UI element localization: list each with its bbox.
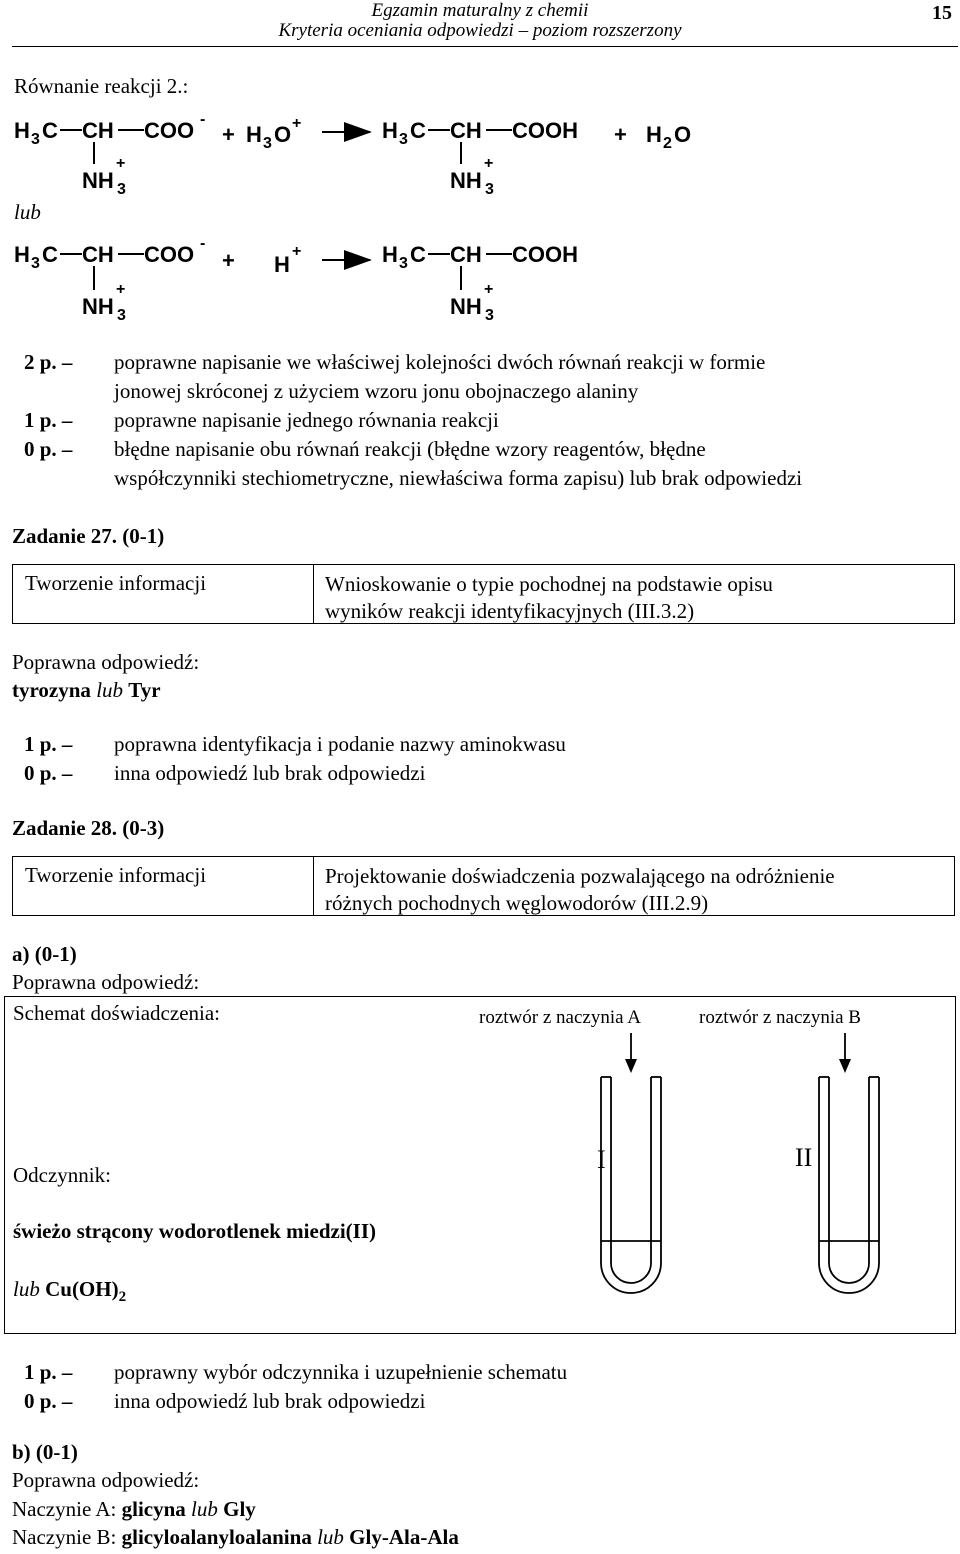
- header-line-2: Kryteria oceniania odpowiedzi – poziom rozszerzony: [278, 20, 682, 41]
- tube-label-1: I: [597, 1145, 606, 1174]
- svg-text:2: 2: [663, 135, 672, 152]
- svg-text:-: -: [200, 235, 206, 252]
- task27-box-left: Tworzenie informacji: [25, 571, 207, 595]
- experiment-schema-box: [4, 996, 956, 1334]
- svg-text:CH: CH: [82, 242, 114, 267]
- svg-text:COO: COO: [144, 242, 195, 267]
- svg-text:+: +: [484, 155, 494, 172]
- svg-text:+: +: [292, 115, 302, 132]
- task27-box: [12, 564, 955, 624]
- svg-text:COOH: COOH: [512, 242, 578, 267]
- svg-text:O: O: [274, 122, 292, 147]
- solution-a-label: roztwór z naczynia A: [479, 1007, 641, 1028]
- task28-box-left: Tworzenie informacji: [25, 863, 207, 887]
- svg-text:+: +: [292, 243, 302, 260]
- schema-label: Schemat doświadczenia:: [13, 1001, 221, 1025]
- task28b-line-1: Naczynie A: glicyna lub Gly: [12, 1497, 256, 1521]
- svg-text:COOH: COOH: [512, 118, 578, 143]
- task28-title: Zadanie 28. (0-3): [12, 816, 165, 840]
- svg-text:C: C: [410, 242, 426, 267]
- svg-text:C: C: [410, 118, 426, 143]
- scoring-row: 0 p. – błędne napisanie obu równań reakcji (błędne wzory reagentów, błędne: [24, 437, 706, 461]
- scoring-row: 0 p. – inna odpowiedź lub brak odpowiedzi: [24, 761, 426, 785]
- svg-text:H: H: [382, 242, 398, 267]
- header-line-1: Egzamin maturalny z chemii: [371, 0, 589, 21]
- svg-text:COO: COO: [144, 118, 195, 143]
- svg-text:3: 3: [263, 135, 272, 152]
- task28b-title: b) (0-1): [12, 1440, 78, 1464]
- svg-text:+: +: [614, 122, 627, 147]
- svg-text:3: 3: [485, 181, 494, 198]
- equation-1: [14, 111, 691, 198]
- reagent-name: świeżo strącony wodorotlenek miedzi(II): [13, 1219, 376, 1243]
- svg-text:CH: CH: [450, 118, 482, 143]
- test-tube-1: [601, 1077, 661, 1293]
- svg-text:+: +: [116, 155, 126, 172]
- svg-text:3: 3: [117, 307, 126, 324]
- task28-box-right: Projektowanie doświadczenia pozwalającego na odróżnienie różnych pochodnych węglowodorów (III.2.9): [325, 864, 835, 915]
- test-tube-2: [819, 1077, 879, 1293]
- task28b-line-2: Naczynie B: glicyloalanyloalanina lub Gly-Ala-Ala: [12, 1525, 459, 1549]
- svg-text:NH: NH: [82, 168, 114, 193]
- task27-scoring: [24, 730, 924, 788]
- solution-b-label: roztwór z naczynia B: [699, 1007, 861, 1028]
- lub-label: lub: [14, 200, 41, 224]
- task28-box: [12, 856, 955, 916]
- scoring-row: jonowej skróconej z użyciem wzoru jonu obojnaczego alaniny: [114, 379, 639, 403]
- header-title: [220, 0, 740, 42]
- scoring-row: współczynniki stechiometryczne, niewłaściwa forma zapisu) lub brak odpowiedzi: [114, 466, 803, 490]
- task28a-title: a) (0-1): [12, 942, 77, 966]
- svg-text:3: 3: [31, 255, 40, 272]
- task28a-answer-label: Poprawna odpowiedź:: [12, 970, 200, 994]
- scoring-row: 2 p. – poprawne napisanie we właściwej kolejności dwóch równań reakcji w formie: [24, 350, 766, 374]
- svg-text:H: H: [14, 242, 30, 267]
- svg-text:H: H: [14, 118, 30, 143]
- svg-text:C: C: [42, 242, 58, 267]
- svg-text:O: O: [674, 122, 692, 147]
- task27-box-right: Wnioskowanie o typie pochodnej na podstawie opisu wyników reakcji identyfikacyjnych (III.3.2): [325, 572, 773, 623]
- svg-text:+: +: [484, 281, 494, 298]
- scoring-row: 1 p. – poprawny wybór odczynnika i uzupełnienie schematu: [24, 1360, 568, 1384]
- svg-text:+: +: [222, 122, 235, 147]
- svg-text:H: H: [274, 252, 290, 277]
- svg-text:H: H: [382, 118, 398, 143]
- svg-text:3: 3: [399, 255, 408, 272]
- page-number: 15: [932, 2, 952, 24]
- svg-text:3: 3: [399, 131, 408, 148]
- reagent-formula: lub $Cu(OH)_2$: [13, 1277, 127, 1306]
- svg-text:NH: NH: [450, 168, 482, 193]
- task27-answer: tyrozyna lub Tyr: [12, 678, 161, 702]
- reaction-equations: [0, 100, 960, 330]
- task27-title: Zadanie 27. (0-1): [12, 524, 165, 548]
- svg-text:NH: NH: [450, 294, 482, 319]
- svg-text:H: H: [246, 122, 262, 147]
- svg-text:CH: CH: [82, 118, 114, 143]
- task28b-answer-label: Poprawna odpowiedź:: [12, 1468, 200, 1492]
- header-rule: [12, 46, 958, 47]
- svg-text:-: -: [200, 111, 206, 128]
- svg-text:+: +: [222, 248, 235, 273]
- reaction-heading: Równanie reakcji 2.:: [14, 74, 189, 98]
- svg-text:C: C: [42, 118, 58, 143]
- svg-text:+: +: [116, 281, 126, 298]
- scoring-26: [24, 348, 954, 493]
- test-tubes-diagram: [5, 997, 955, 1333]
- scoring-row: 1 p. – poprawne napisanie jednego równania reakcji: [24, 408, 499, 432]
- svg-text:CH: CH: [450, 242, 482, 267]
- task28a-scoring: [24, 1358, 924, 1416]
- scoring-row: 0 p. – inna odpowiedź lub brak odpowiedzi: [24, 1389, 426, 1413]
- svg-text:3: 3: [117, 181, 126, 198]
- equation-2: [14, 235, 578, 324]
- svg-text:3: 3: [31, 131, 40, 148]
- task27-answer-label: Poprawna odpowiedź:: [12, 650, 200, 674]
- reagent-label: Odczynnik:: [13, 1163, 111, 1187]
- svg-text:NH: NH: [82, 294, 114, 319]
- tube-label-2: II: [795, 1143, 813, 1172]
- svg-text:H: H: [646, 122, 662, 147]
- svg-text:3: 3: [485, 307, 494, 324]
- scoring-row: 1 p. – poprawna identyfikacja i podanie nazwy aminokwasu: [24, 732, 566, 756]
